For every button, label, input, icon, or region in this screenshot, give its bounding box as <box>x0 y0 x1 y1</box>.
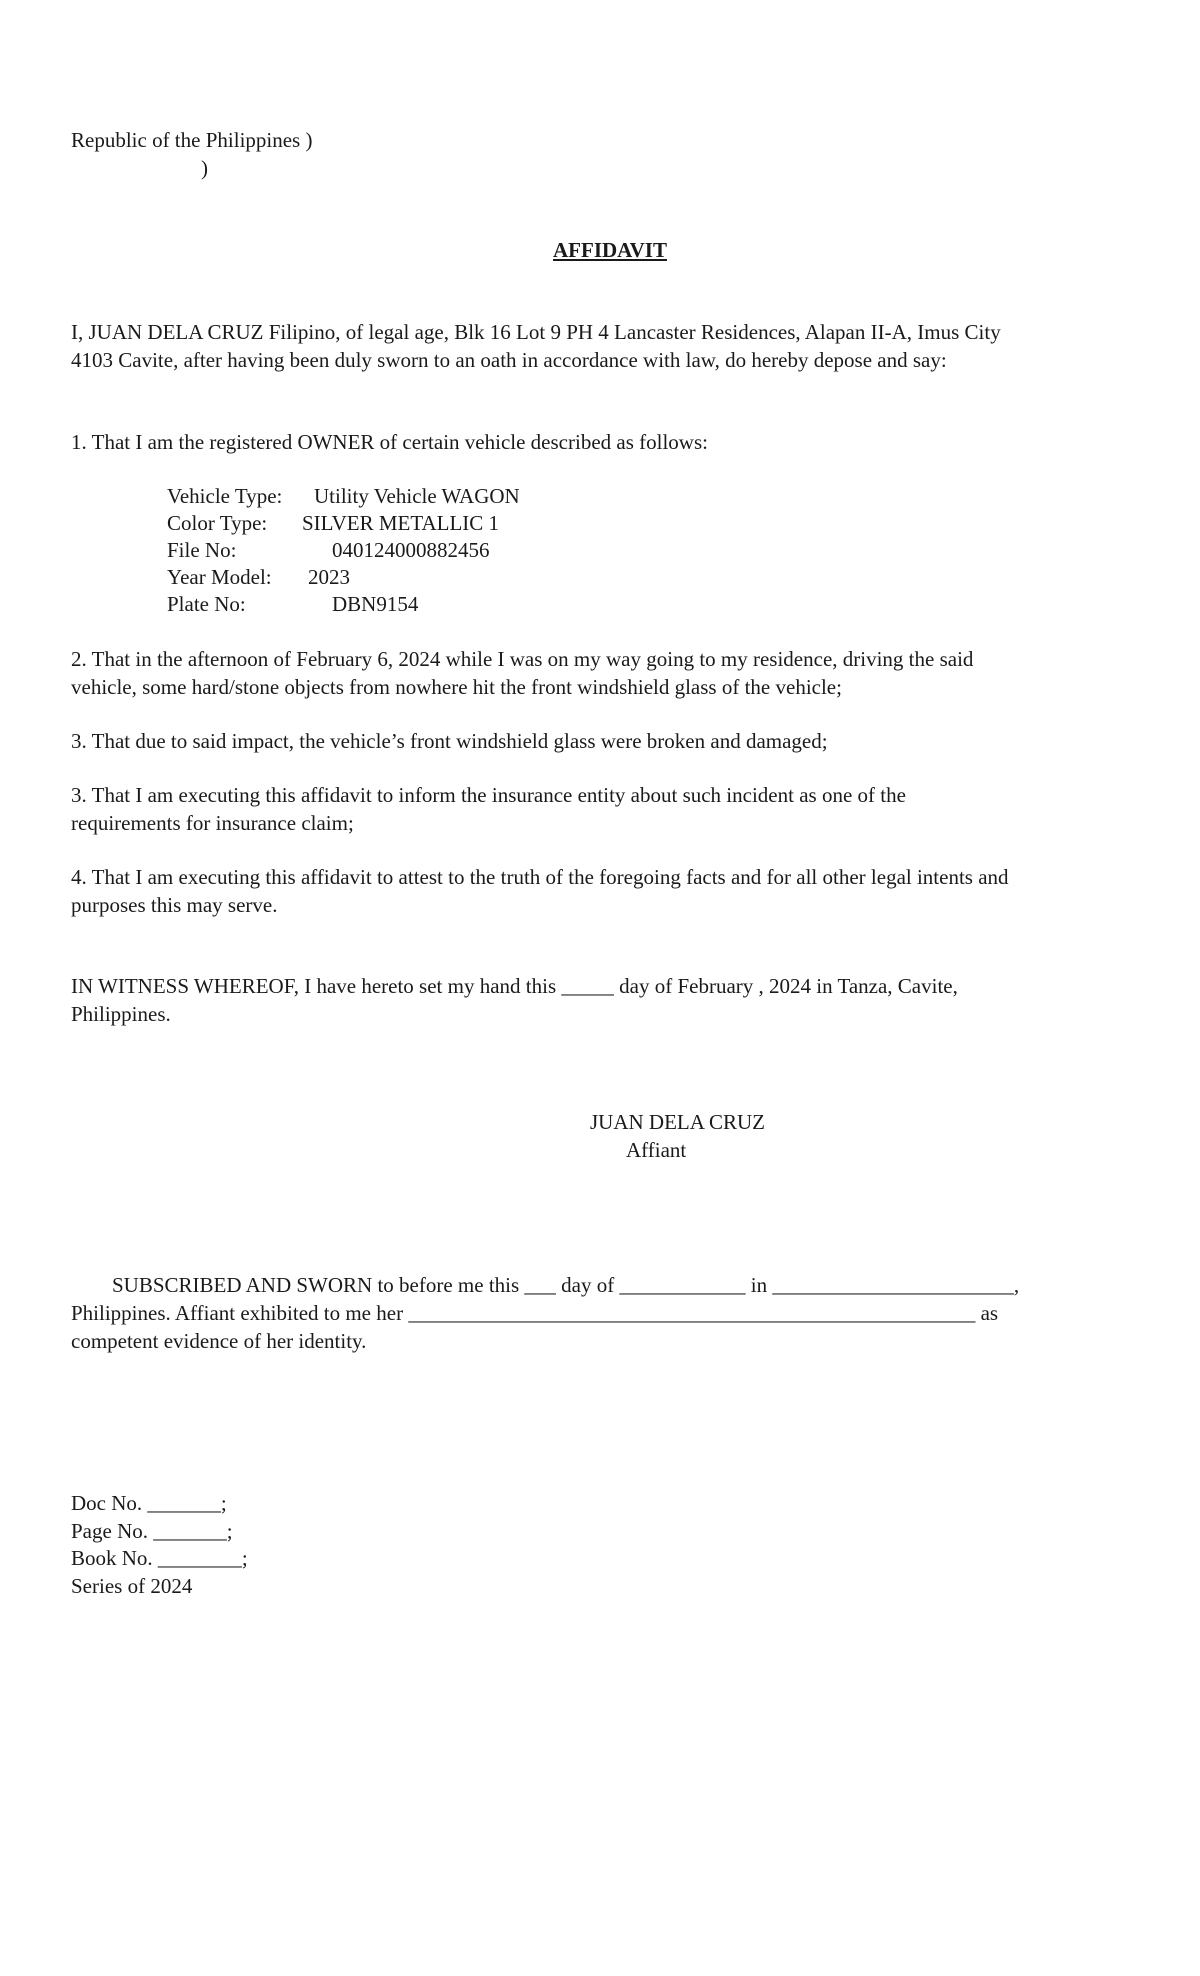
paragraph-3b-line-1: 3. That I am executing this affidavit to inform the insurance entity about such incident as one of the <box>71 783 906 807</box>
vehicle-type-value: Utility Vehicle WAGON <box>314 484 520 508</box>
plate-no-row <box>167 590 419 618</box>
affiant-name: JUAN DELA CRUZ <box>590 1110 766 1134</box>
file-no-label: File No: <box>167 538 237 562</box>
intro-line-1: I, JUAN DELA CRUZ Filipino, of legal age, Blk 16 Lot 9 PH 4 Lancaster Residences, Alapan II-A, Imus City <box>71 320 1001 344</box>
color-type-row <box>167 509 500 537</box>
document-title: AFFIDAVIT <box>553 238 667 262</box>
page-no: Page No. _______; <box>71 1519 233 1543</box>
color-type-value: SILVER METALLIC 1 <box>302 511 500 535</box>
vehicle-type-label: Vehicle Type: <box>167 484 283 508</box>
jurat-line-2: Philippines. Affiant exhibited to me her ______________________________________________________ as <box>71 1301 999 1325</box>
paragraph-3a: 3. That due to said impact, the vehicle’s front windshield glass were broken and damaged; <box>71 729 828 753</box>
affiant-role: Affiant <box>626 1138 687 1162</box>
witness-line-1: IN WITNESS WHEREOF, I have hereto set my hand this _____ day of February , 2024 in Tanza, Cavite, <box>71 974 958 998</box>
color-type-label: Color Type: <box>167 511 268 535</box>
file-no-value: 040124000882456 <box>332 538 490 562</box>
doc-no: Doc No. _______; <box>71 1491 227 1515</box>
year-model-value: 2023 <box>308 565 350 589</box>
paragraph-2-line-2: vehicle, some hard/stone objects from nowhere hit the front windshield glass of the vehicle; <box>71 675 842 699</box>
paragraph-2-line-1: 2. That in the afternoon of February 6, 2024 while I was on my way going to my residence, driving the said <box>71 647 974 671</box>
jurat-line-1: SUBSCRIBED AND SWORN to before me this ___ day of ____________ in _______________________, <box>112 1273 1020 1297</box>
venue-line-2: ) <box>201 156 208 180</box>
file-no-row <box>167 536 490 564</box>
paragraph-1: 1. That I am the registered OWNER of certain vehicle described as follows: <box>71 430 708 454</box>
intro-line-2: 4103 Cavite, after having been duly sworn to an oath in accordance with law, do hereby depose and say: <box>71 348 947 372</box>
jurat-line-3: competent evidence of her identity. <box>71 1329 367 1353</box>
year-model-label: Year Model: <box>167 565 272 589</box>
paragraph-4-line-1: 4. That I am executing this affidavit to attest to the truth of the foregoing facts and for all other legal intents and <box>71 865 1009 889</box>
venue-line-1: Republic of the Philippines ) <box>71 128 313 152</box>
book-no: Book No. ________; <box>71 1546 248 1570</box>
paragraph-4-line-2: purposes this may serve. <box>71 893 278 917</box>
paragraph-3b-line-2: requirements for insurance claim; <box>71 811 354 835</box>
witness-line-2: Philippines. <box>71 1002 171 1026</box>
plate-no-value: DBN9154 <box>332 592 419 616</box>
vehicle-type-row <box>167 482 520 510</box>
plate-no-label: Plate No: <box>167 592 246 616</box>
year-model-row <box>167 563 350 591</box>
series-year: Series of 2024 <box>71 1574 193 1598</box>
